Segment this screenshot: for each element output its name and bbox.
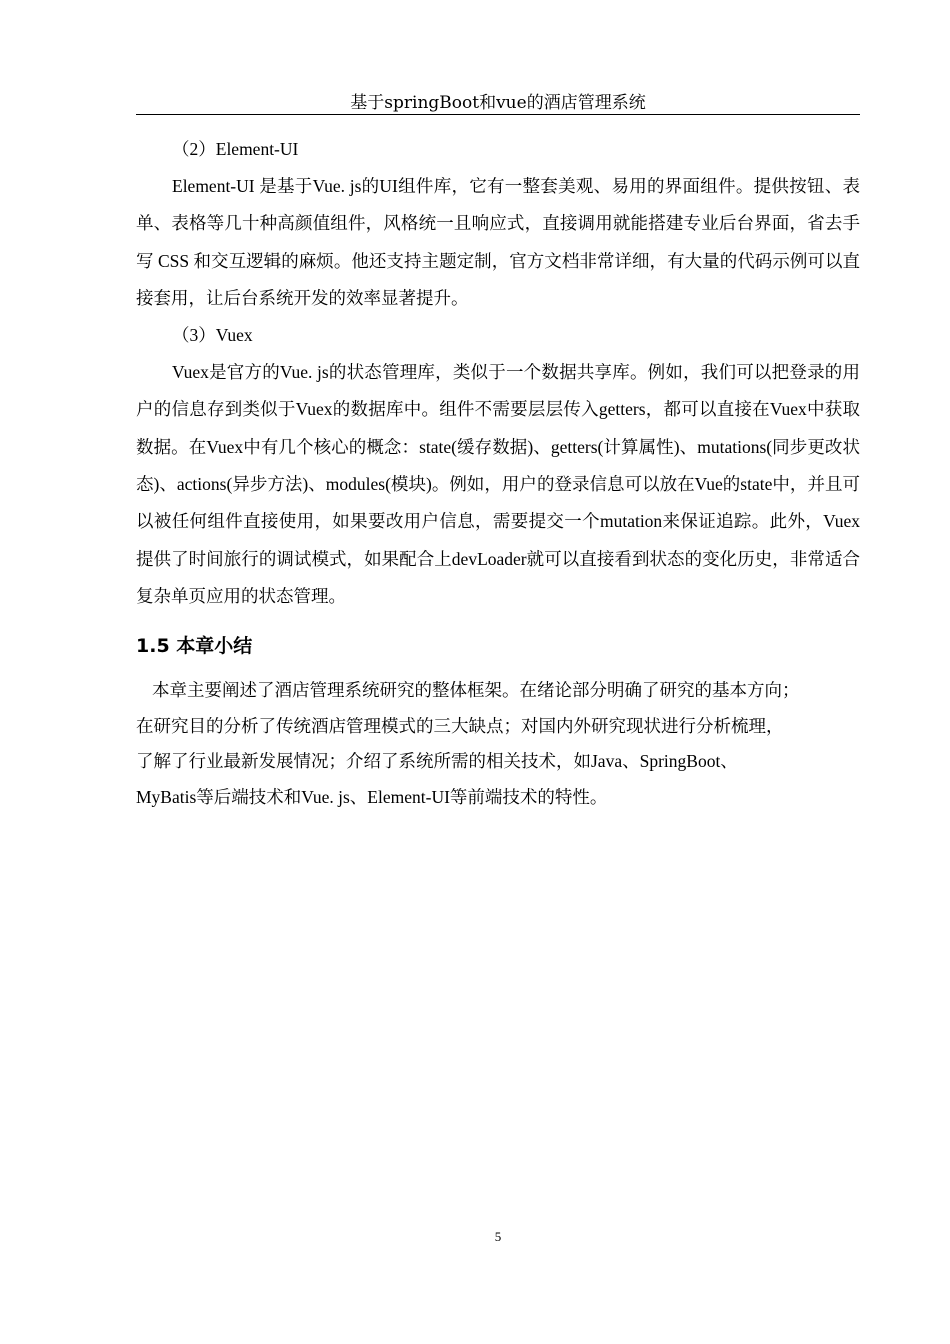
paragraph-element-ui: Element-UI 是基于Vue. js的UI组件库，它有一整套美观、易用的界面组件。提供按钮、表单、表格等几十种高颜值组件，风格统一且响应式，直接调用就能搭建专业后台界面，省去手写 CSS 和交互逻辑的麻烦。他还支持主题定制，官方文档非常详细，有大量的代码示例可以直接套用，让后台系统开发的效率显著提升。 <box>136 176 860 308</box>
section-heading-summary: 1.5 本章小结 <box>136 635 253 658</box>
page-header-title: 基于springBoot和vue的酒店管理系统 <box>350 93 646 113</box>
summary-line: MyBatis等后端技术和Vue. js、Element-UI等前端技术的特性。 <box>136 786 608 807</box>
summary-line: 本章主要阐述了酒店管理系统研究的整体框架。在绪论部分明确了研究的基本方向； <box>152 680 800 701</box>
page-content <box>136 131 860 815</box>
page-number: 5 <box>494 1229 502 1244</box>
header-divider <box>136 114 860 115</box>
summary-line: 在研究目的分析了传统酒店管理模式的三大缺点；对国内外研究现状进行分析梳理， <box>136 715 784 736</box>
subsection-heading-vuex: （3）Vuex <box>172 325 253 346</box>
subsection-heading-element-ui: （2）Element-UI <box>172 139 299 159</box>
paragraph-vuex: Vuex是官方的Vue. js的状态管理库，类似于一个数据共享库。例如，我们可以把登录的用户的信息存到类似于Vuex的数据库中。组件不需要层层传入getters，都可以直接在Vuex中获取数据。在Vuex中有几个核心的概念：state(缓存数据)、getters(计算属性)、mutations(同步更改状态)、actions(异步方法)、modules(模块)。例如，用户的登录信息可以放在Vue的state中，并且可以被任何组件直接使用，如果要改用户信息，需要提交一个mutation来保证追踪。此外，Vuex提供了时间旅行的调试模式，如果配合上devLoader就可以直接看到状态的变化历史，非常适合复杂单页应用的状态管理。 <box>136 362 860 606</box>
summary-line: 了解了行业最新发展情况；介绍了系统所需的相关技术，如Java、SpringBoot、 <box>136 751 738 772</box>
paragraph-summary <box>136 673 860 815</box>
